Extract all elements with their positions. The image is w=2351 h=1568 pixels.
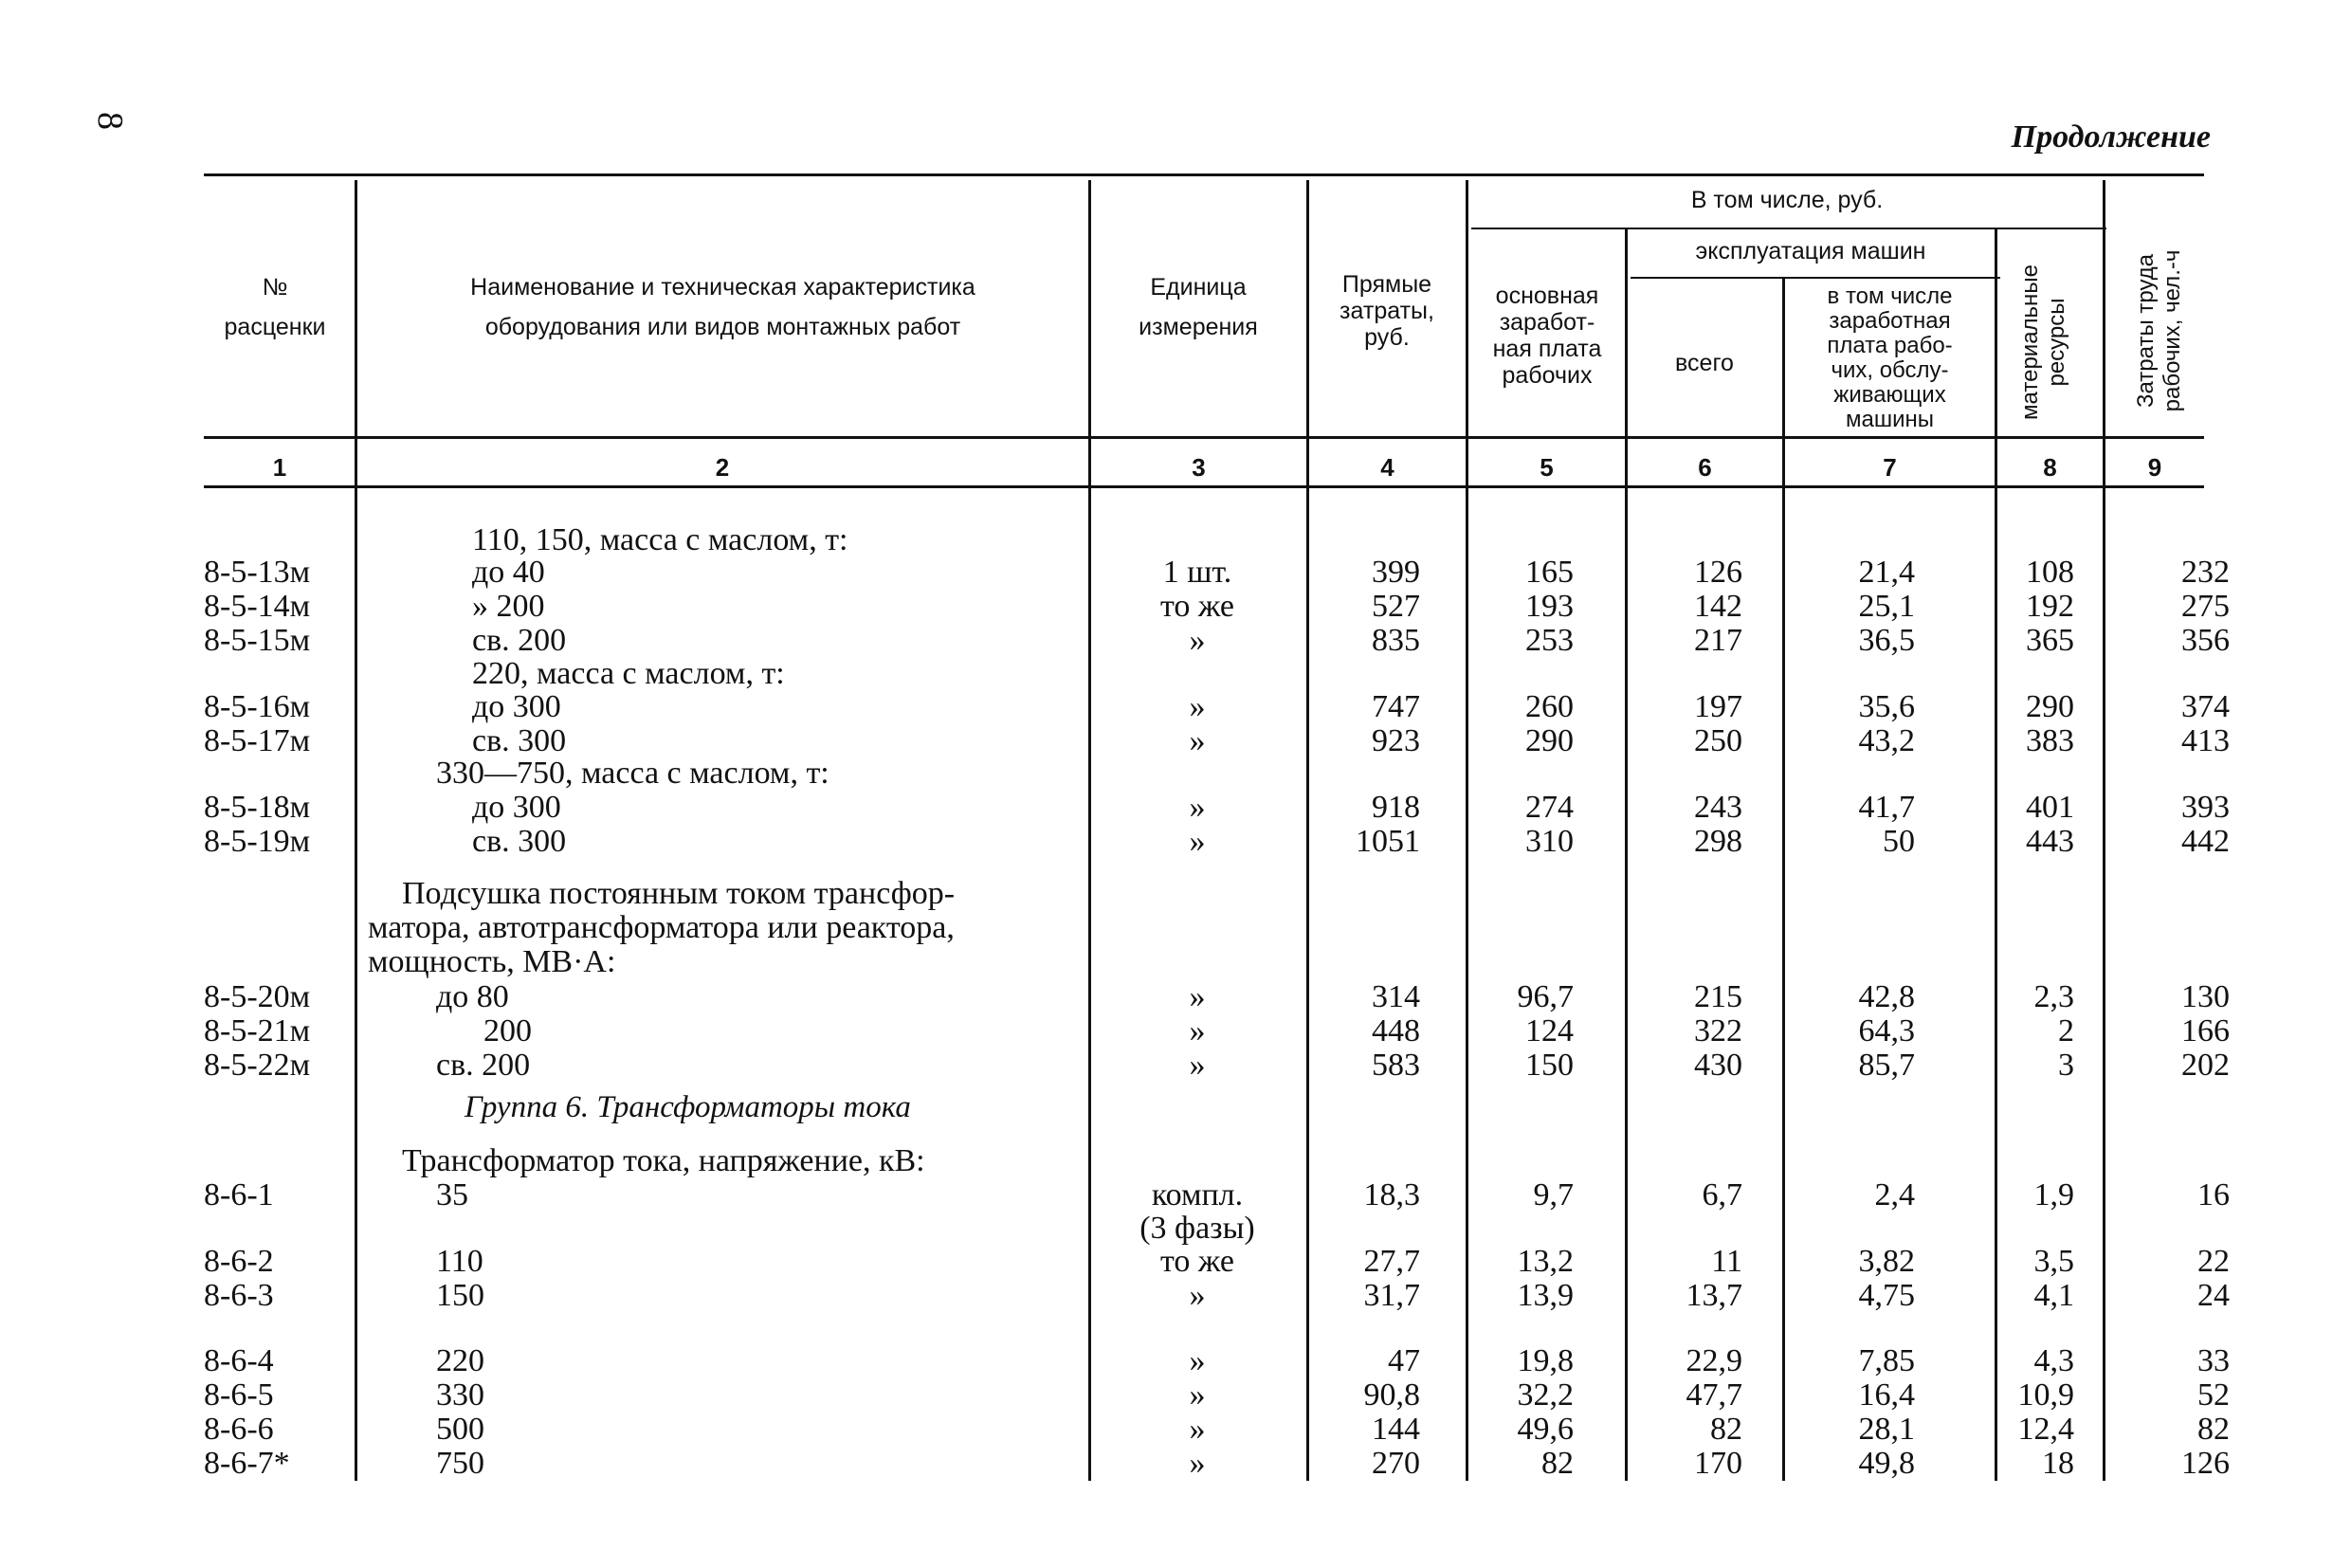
row-direct-costs: 835 <box>1372 623 1420 658</box>
row-labor: 22 <box>2197 1244 2230 1279</box>
col-number: 9 <box>2147 453 2162 482</box>
continuation-label: Продолжение <box>2011 119 2211 155</box>
row-base-wage: 124 <box>1525 1013 1574 1048</box>
section-label: 110, 150, масса с маслом, т: <box>472 522 848 557</box>
row-code: 8-6-7* <box>204 1446 290 1481</box>
row-direct-costs: 27,7 <box>1363 1244 1420 1279</box>
row-labor: 413 <box>2181 723 2230 758</box>
row-unit: » <box>1189 1013 1206 1048</box>
row-machines-total: 6,7 <box>1702 1177 1742 1212</box>
row-machines-wage: 49,8 <box>1858 1446 1915 1481</box>
row-machines-wage: 85,7 <box>1858 1048 1915 1083</box>
row-machines-total: 82 <box>1710 1412 1742 1447</box>
table-row <box>0 980 2351 1014</box>
row-name: до 80 <box>436 979 509 1014</box>
row-materials: 3,5 <box>2033 1244 2074 1279</box>
numbers-bottom-rule <box>204 485 2204 488</box>
row-code: 8-5-21м <box>204 1013 311 1048</box>
row-base-wage: 165 <box>1525 555 1574 590</box>
header-direct-costs: Прямые затраты, руб. <box>1340 271 1434 351</box>
row-code: 8-5-13м <box>204 555 311 590</box>
row-labor: 202 <box>2181 1048 2230 1083</box>
group-title: Группа 6. Трансформаторы тока <box>465 1090 911 1124</box>
table-row <box>0 590 2351 624</box>
row-code: 8-6-3 <box>204 1278 274 1313</box>
row-materials: 401 <box>2026 790 2074 825</box>
section-label: 330—750, масса с маслом, т: <box>436 756 829 791</box>
row-materials: 192 <box>2026 589 2074 624</box>
row-base-wage: 19,8 <box>1517 1343 1574 1378</box>
table-top-rule <box>204 173 2204 176</box>
row-name: 500 <box>436 1412 484 1447</box>
row-unit: » <box>1189 824 1206 859</box>
row-unit: » <box>1189 979 1206 1014</box>
row-unit: то же <box>1159 1244 1235 1279</box>
row-labor: 52 <box>2197 1377 2230 1413</box>
row-direct-costs: 918 <box>1372 790 1420 825</box>
row-machines-total: 13,7 <box>1686 1278 1742 1313</box>
header-base-wage: основная заработ- ная плата рабочих <box>1492 283 1602 389</box>
row-machines-wage: 64,3 <box>1858 1013 1915 1048</box>
row-machines-wage: 25,1 <box>1858 589 1915 624</box>
row-machines-total: 142 <box>1694 589 1742 624</box>
table-row <box>0 1048 2351 1083</box>
row-unit: » <box>1189 1048 1206 1083</box>
header-machines-group: эксплуатация машин <box>1695 238 1926 264</box>
row-materials: 383 <box>2026 723 2074 758</box>
row-unit: » <box>1189 689 1206 724</box>
row-direct-costs: 747 <box>1372 689 1420 724</box>
row-code: 8-5-16м <box>204 689 311 724</box>
header-unit: Единица измерения <box>1139 274 1258 340</box>
row-materials: 18 <box>2042 1446 2074 1481</box>
row-labor: 393 <box>2181 790 2230 825</box>
row-unit: » <box>1189 1377 1206 1413</box>
table-row <box>0 1014 2351 1048</box>
row-machines-wage: 42,8 <box>1858 979 1915 1014</box>
row-machines-total: 430 <box>1694 1048 1742 1083</box>
table-row <box>0 1344 2351 1378</box>
row-machines-wage: 2,4 <box>1874 1177 1915 1212</box>
row-machines-wage: 16,4 <box>1858 1377 1915 1413</box>
row-labor: 275 <box>2181 589 2230 624</box>
row-base-wage: 96,7 <box>1517 979 1574 1014</box>
row-code: 8-6-2 <box>204 1244 274 1279</box>
row-direct-costs: 47 <box>1388 1343 1420 1378</box>
row-name: св. 200 <box>436 1048 531 1083</box>
row-name: » 200 <box>472 589 545 624</box>
row-name: св. 300 <box>472 824 567 859</box>
row-name: 220 <box>436 1343 484 1378</box>
row-labor: 232 <box>2181 555 2230 590</box>
row-name: 750 <box>436 1446 484 1481</box>
table-row <box>0 1245 2351 1279</box>
row-machines-wage: 4,75 <box>1858 1278 1915 1313</box>
row-machines-wage: 21,4 <box>1858 555 1915 590</box>
row-machines-wage: 43,2 <box>1858 723 1915 758</box>
row-unit: » <box>1189 790 1206 825</box>
table-row <box>0 1279 2351 1313</box>
col-number: 1 <box>272 453 287 482</box>
row-code: 8-6-1 <box>204 1177 274 1212</box>
row-direct-costs: 399 <box>1372 555 1420 590</box>
section-label: 220, масса с маслом, т: <box>472 656 785 691</box>
row-base-wage: 13,9 <box>1517 1278 1574 1313</box>
row-machines-wage: 50 <box>1883 824 1915 859</box>
row-base-wage: 310 <box>1525 824 1574 859</box>
row-code: 8-6-5 <box>204 1377 274 1413</box>
row-labor: 442 <box>2181 824 2230 859</box>
row-name: 150 <box>436 1278 484 1313</box>
row-unit: » <box>1189 1446 1206 1481</box>
incl-group-rule <box>1471 228 2106 229</box>
header-machines-wage: в том числе заработная плата рабо- чих, обслу- живающих машины <box>1827 283 1953 432</box>
section-label: мощность, МВ·А: <box>368 944 616 979</box>
row-unit: » <box>1189 723 1206 758</box>
row-machines-total: 243 <box>1694 790 1742 825</box>
row-name: св. 300 <box>472 723 567 758</box>
header-code: № расценки <box>224 274 326 340</box>
row-base-wage: 193 <box>1525 589 1574 624</box>
row-base-wage: 253 <box>1525 623 1574 658</box>
row-machines-total: 47,7 <box>1686 1377 1742 1413</box>
table-row <box>0 1413 2351 1447</box>
table-row <box>0 1378 2351 1413</box>
row-base-wage: 260 <box>1525 689 1574 724</box>
row-unit: » <box>1189 1343 1206 1378</box>
section-label: матора, автотрансформатора или реактора, <box>368 910 955 945</box>
row-direct-costs: 314 <box>1372 979 1420 1014</box>
row-name: до 40 <box>472 555 545 590</box>
row-name: до 300 <box>472 689 561 724</box>
page-number: 8 <box>90 112 130 130</box>
row-unit: 1 шт. <box>1162 555 1232 590</box>
col-number: 6 <box>1698 453 1712 482</box>
row-machines-total: 22,9 <box>1686 1343 1742 1378</box>
row-machines-total: 298 <box>1694 824 1742 859</box>
row-machines-wage: 28,1 <box>1858 1412 1915 1447</box>
col-number: 4 <box>1380 453 1394 482</box>
row-labor: 82 <box>2197 1412 2230 1447</box>
row-materials: 12,4 <box>2017 1412 2074 1447</box>
row-name: до 300 <box>472 790 561 825</box>
section-label: Трансформатор тока, напряжение, кВ: <box>402 1143 925 1178</box>
row-unit: компл. <box>1151 1177 1244 1212</box>
row-name: 330 <box>436 1377 484 1413</box>
row-direct-costs: 144 <box>1372 1412 1420 1447</box>
row-machines-wage: 35,6 <box>1858 689 1915 724</box>
row-code: 8-5-17м <box>204 723 311 758</box>
row-base-wage: 49,6 <box>1517 1412 1574 1447</box>
table-row <box>0 556 2351 590</box>
row-direct-costs: 18,3 <box>1363 1177 1420 1212</box>
row-machines-total: 170 <box>1694 1446 1742 1481</box>
row-name: 35 <box>436 1177 468 1212</box>
header-incl-group: В том числе, руб. <box>1690 187 1884 213</box>
row-code: 8-5-19м <box>204 824 311 859</box>
machines-group-rule <box>1631 277 2000 279</box>
row-direct-costs: 270 <box>1372 1446 1420 1481</box>
row-base-wage: 290 <box>1525 723 1574 758</box>
row-unit: » <box>1189 623 1206 658</box>
row-labor: 130 <box>2181 979 2230 1014</box>
row-code: 8-6-6 <box>204 1412 274 1447</box>
row-materials: 2 <box>2058 1013 2074 1048</box>
row-name: св. 200 <box>472 623 567 658</box>
row-direct-costs: 583 <box>1372 1048 1420 1083</box>
col-number: 3 <box>1192 453 1206 482</box>
row-code: 8-5-22м <box>204 1048 311 1083</box>
row-labor: 16 <box>2197 1177 2230 1212</box>
row-machines-total: 250 <box>1694 723 1742 758</box>
row-direct-costs: 448 <box>1372 1013 1420 1048</box>
row-base-wage: 150 <box>1525 1048 1574 1083</box>
row-machines-total: 197 <box>1694 689 1742 724</box>
row-materials: 4,1 <box>2033 1278 2074 1313</box>
row-machines-wage: 36,5 <box>1858 623 1915 658</box>
row-base-wage: 9,7 <box>1533 1177 1574 1212</box>
header-name: Наименование и техническая характеристика оборудования или видов монтажных работ <box>470 274 975 340</box>
table-row <box>0 1178 2351 1212</box>
row-labor: 166 <box>2181 1013 2230 1048</box>
col-number: 7 <box>1883 453 1897 482</box>
row-base-wage: 274 <box>1525 790 1574 825</box>
col-number: 8 <box>2043 453 2057 482</box>
row-labor: 356 <box>2181 623 2230 658</box>
table-row <box>0 624 2351 658</box>
row-direct-costs: 90,8 <box>1363 1377 1420 1413</box>
row-name: 200 <box>483 1013 532 1048</box>
row-base-wage: 13,2 <box>1517 1244 1574 1279</box>
row-machines-wage: 41,7 <box>1858 790 1915 825</box>
header-machines-total: всего <box>1675 350 1734 376</box>
row-machines-total: 11 <box>1711 1244 1742 1279</box>
row-materials: 443 <box>2026 824 2074 859</box>
row-code: 8-5-20м <box>204 979 311 1014</box>
col-number: 2 <box>715 453 730 482</box>
row-name: 110 <box>436 1244 483 1279</box>
row-unit: » <box>1189 1278 1206 1313</box>
row-labor: 126 <box>2181 1446 2230 1481</box>
header-materials: материальные ресурсы <box>2017 264 2069 420</box>
row-code: 8-5-14м <box>204 589 311 624</box>
table-row <box>0 1447 2351 1481</box>
header-labor: Затраты труда рабочих, чел.-ч <box>2133 249 2185 412</box>
row-materials: 108 <box>2026 555 2074 590</box>
row-labor: 374 <box>2181 689 2230 724</box>
row-materials: 3 <box>2058 1048 2074 1083</box>
table-row <box>0 690 2351 724</box>
header-bottom-rule <box>204 436 2204 439</box>
row-direct-costs: 923 <box>1372 723 1420 758</box>
row-machines-wage: 3,82 <box>1858 1244 1915 1279</box>
row-base-wage: 32,2 <box>1517 1377 1574 1413</box>
row-direct-costs: 1051 <box>1356 824 1420 859</box>
row-code: 8-6-4 <box>204 1343 274 1378</box>
col-number: 5 <box>1540 453 1554 482</box>
row-materials: 365 <box>2026 623 2074 658</box>
row-machines-total: 217 <box>1694 623 1742 658</box>
row-base-wage: 82 <box>1541 1446 1574 1481</box>
row-unit: то же <box>1159 589 1235 624</box>
row-labor: 33 <box>2197 1343 2230 1378</box>
row-materials: 1,9 <box>2033 1177 2074 1212</box>
row-materials: 290 <box>2026 689 2074 724</box>
section-label: Подсушка постоянным током трансфор- <box>402 876 956 911</box>
row-materials: 2,3 <box>2033 979 2074 1014</box>
row-materials: 4,3 <box>2033 1343 2074 1378</box>
row-machines-total: 215 <box>1694 979 1742 1014</box>
table-row <box>0 791 2351 825</box>
table-row <box>0 724 2351 758</box>
row-machines-wage: 7,85 <box>1858 1343 1915 1378</box>
row-machines-total: 322 <box>1694 1013 1742 1048</box>
table-row <box>0 825 2351 859</box>
unit-extra: (3 фазы) <box>1139 1211 1255 1246</box>
row-direct-costs: 527 <box>1372 589 1420 624</box>
row-code: 8-5-18м <box>204 790 311 825</box>
row-machines-total: 126 <box>1694 555 1742 590</box>
row-direct-costs: 31,7 <box>1363 1278 1420 1313</box>
row-labor: 24 <box>2197 1278 2230 1313</box>
row-code: 8-5-15м <box>204 623 311 658</box>
row-materials: 10,9 <box>2017 1377 2074 1413</box>
row-unit: » <box>1189 1412 1206 1447</box>
